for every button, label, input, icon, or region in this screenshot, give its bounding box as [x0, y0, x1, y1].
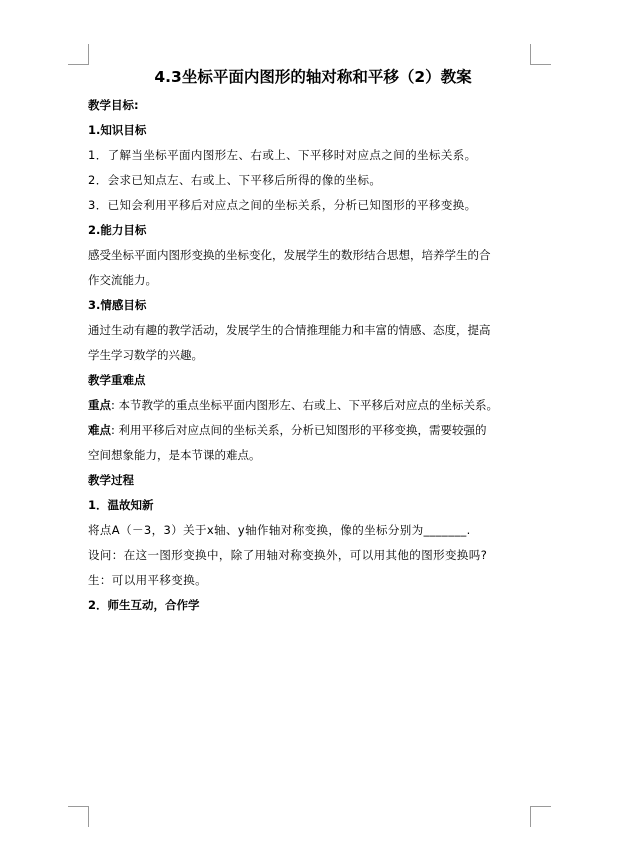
- knowledge-goals-heading: 1.知识目标: [88, 123, 147, 137]
- teaching-process-heading: 教学过程: [88, 473, 134, 487]
- margin-corner-mark-top-right: [530, 44, 551, 65]
- emotion-goals-text: 通过生动有趣的教学活动，发展学生的合情推理能力和丰富的情感、态度，提高: [88, 323, 491, 337]
- emotion-goals-text: 学生学习数学的兴趣。: [88, 348, 203, 362]
- ability-goals-text: 感受坐标平面内图形变换的坐标变化，发展学生的数形结合思想，培养学生的合: [88, 248, 491, 262]
- ability-goals-text: 作交流能力。: [88, 273, 157, 287]
- margin-corner-mark-bottom-left: [68, 806, 89, 827]
- teaching-goals-heading: 教学目标:: [88, 98, 139, 112]
- step-1-text: 将点A（－3，3）关于x轴、y轴作轴对称变换，像的坐标分别为_______.: [88, 523, 471, 537]
- difficulty-paragraph: [88, 418, 538, 443]
- knowledge-goal-item: 1．了解当坐标平面内图形左、右或上、下平移时对应点之间的坐标关系。: [88, 148, 477, 162]
- step-2-heading: 2．师生互动，合作学: [88, 598, 200, 612]
- margin-corner-mark-bottom-right: [530, 806, 551, 827]
- focus-text: : 本节教学的重点坐标平面内图形左、右或上、下平移后对应点的坐标关系。: [111, 398, 499, 412]
- knowledge-goal-item: 2．会求已知点左、右或上、下平移后所得的像的坐标。: [88, 173, 382, 187]
- ability-goals-heading: 2.能力目标: [88, 223, 147, 237]
- difficulty-text: : 利用平移后对应点间的坐标关系，分析已知图形的平移变换，需要较强的: [111, 423, 487, 437]
- step-1-text: 设问：在这一图形变换中，除了用轴对称变换外，可以用其他的图形变换吗?: [88, 548, 488, 562]
- margin-corner-mark-top-left: [68, 44, 89, 65]
- document-body: [88, 64, 538, 618]
- step-1-heading: 1．温故知新: [88, 498, 154, 512]
- step-1-text: 生：可以用平移变换。: [88, 573, 207, 587]
- emotion-goals-heading: 3.情感目标: [88, 298, 147, 312]
- difficulty-label: 难点: [88, 423, 111, 437]
- document-title: 4.3坐标平面内图形的轴对称和平移（2）教案: [154, 68, 472, 86]
- key-points-heading: 教学重难点: [88, 373, 146, 387]
- focus-label: 重点: [88, 398, 111, 412]
- difficulty-text-continued: 空间想象能力，是本节课的难点。: [88, 448, 261, 462]
- knowledge-goal-item: 3．已知会利用平移后对应点之间的坐标关系，分析已知图形的平移变换。: [88, 198, 477, 212]
- focus-paragraph: [88, 393, 538, 418]
